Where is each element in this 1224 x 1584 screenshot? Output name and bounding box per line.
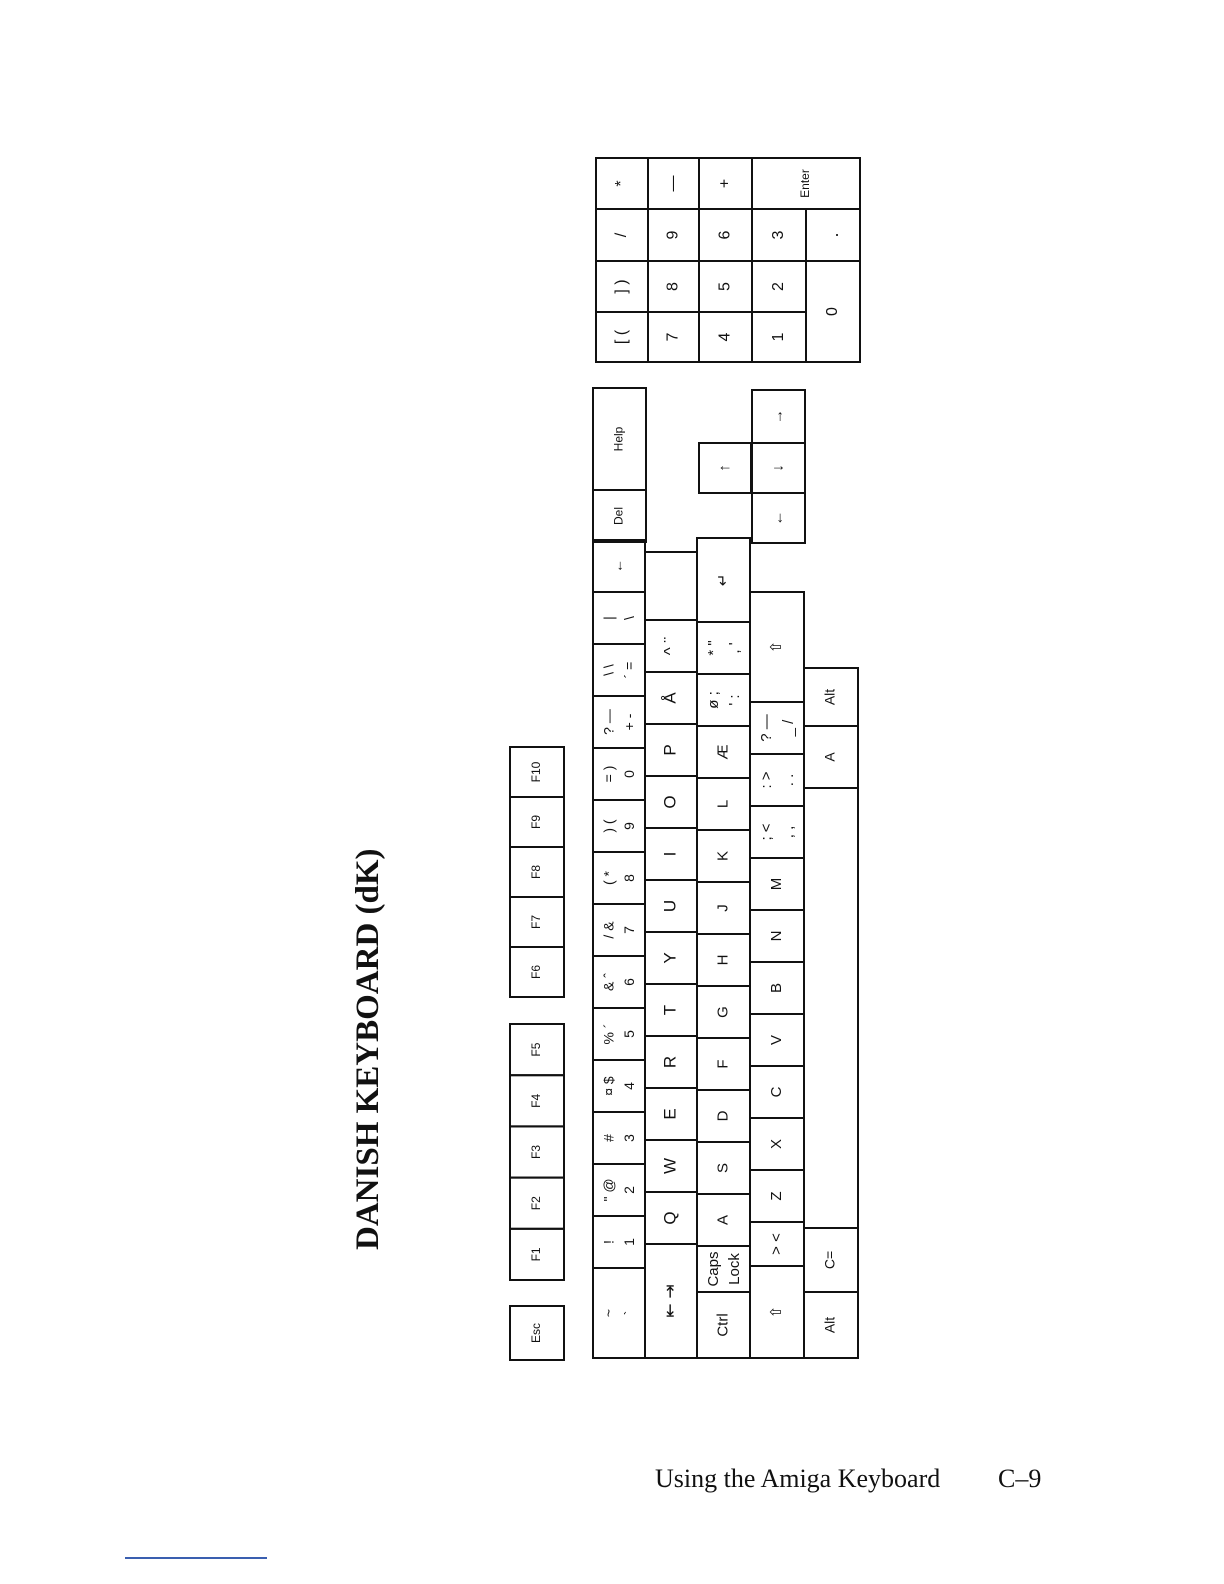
number-row-key-10-bottom-label: 0 — [621, 770, 638, 778]
bottom-row-key-10-top-label: : > — [758, 771, 776, 789]
number-row-key-14-label: ← — [609, 559, 626, 573]
number-row-key-9-top-label: ) ( — [600, 819, 617, 833]
key-left-arrow-label: ← — [769, 510, 787, 526]
numpad-4-label: 4 — [716, 332, 734, 342]
numpad-asterisk-label: * — [613, 180, 631, 187]
home-row-key-3-label: S — [714, 1162, 732, 1174]
home-row-key-13-bottom-label: , ' — [726, 642, 744, 654]
qwerty-row-key-12-label: ^ ¨ — [660, 636, 680, 656]
home-row-key-4-label: D — [714, 1110, 732, 1122]
modifier-row-key-4-label: Alt — [821, 688, 838, 706]
number-row-key-10-top-label: = ) — [600, 765, 617, 783]
numpad-1-label: 1 — [770, 332, 788, 342]
key-f10-label: F10 — [529, 761, 544, 783]
number-row-key-7-bottom-label: 7 — [621, 926, 638, 934]
number-row-key-13-top-label: | — [600, 616, 617, 620]
key-del-label: Del — [611, 506, 626, 526]
number-row-key-4-top-label: ¤ $ — [600, 1076, 617, 1096]
bottom-row-key-5-label: V — [767, 1034, 785, 1046]
number-row-key-5-top-label: % ´ — [600, 1023, 617, 1045]
key-f2-label: F2 — [529, 1196, 544, 1211]
key-f1-label: F1 — [529, 1247, 544, 1262]
qwerty-row-key-13 — [645, 552, 697, 620]
bottom-row-key-7-label: N — [767, 930, 785, 942]
number-row-key-3-top-label: # — [600, 1134, 617, 1142]
number-row-key-7-top-label: / & — [600, 921, 617, 939]
number-row-key-1-top-label: ! — [600, 1240, 617, 1244]
modifier-row-key-3-label: A — [821, 752, 838, 762]
number-row-key-11-bottom-label: + - — [621, 713, 638, 731]
bottom-row-key-8-label: M — [767, 877, 785, 891]
number-row-key-0-bottom-label: ` — [621, 1310, 638, 1316]
bottom-row-key-12-label: ⇧ — [767, 640, 785, 654]
numpad-slash-label: / — [613, 232, 631, 238]
numpad-bracket-right-label: ] ) — [613, 279, 631, 294]
numpad-2-label: 2 — [770, 282, 788, 291]
numpad-3-label: 3 — [770, 230, 788, 240]
bottom-row-key-4-label: C — [767, 1086, 785, 1098]
key-f7-label: F7 — [529, 914, 544, 930]
bottom-row-key-11-bottom-label: _ / — [779, 719, 797, 737]
number-row-key-8-top-label: ( * — [600, 871, 617, 885]
key-right-arrow-label: → — [769, 409, 787, 424]
home-row-key-14-label: ↵ — [714, 573, 732, 587]
key-esc-label: Esc — [529, 1322, 544, 1344]
home-row-key-12-bottom-label: ' : — [726, 694, 744, 706]
qwerty-row-key-5-label: T — [660, 1004, 680, 1016]
key-up-arrow-label: ↑ — [715, 464, 733, 472]
home-row-key-12-top-label: ø ; — [704, 691, 722, 709]
qwerty-row-key-2-label: W — [660, 1157, 680, 1175]
number-row-key-3-bottom-label: 3 — [621, 1134, 638, 1142]
numpad-minus-label: — — [664, 175, 682, 192]
home-row-key-1-bottom-label: Lock — [726, 1253, 744, 1285]
bottom-row-key-11-top-label: ? — — [758, 714, 776, 742]
number-row-key-5-bottom-label: 5 — [621, 1030, 638, 1038]
qwerty-row-key-0-label: ⇤ ⇥ — [660, 1284, 680, 1318]
numpad-enter-label: Enter — [798, 169, 813, 198]
numpad-bracket-left-label: [ ( — [613, 329, 631, 345]
number-row-key-11-top-label: ? — — [600, 709, 617, 735]
key-help-label: Help — [611, 426, 626, 452]
qwerty-row-key-11-label: Å — [660, 692, 680, 704]
home-row-key-7-label: H — [714, 954, 732, 966]
modifier-row-key-1-label: C= — [821, 1250, 838, 1270]
home-row-key-6-label: G — [714, 1006, 732, 1018]
numpad-0-label: 0 — [824, 307, 842, 316]
footer-chapter: Using the Amiga Keyboard — [655, 1464, 941, 1493]
key-down-arrow-label: ↓ — [769, 464, 787, 472]
qwerty-row-key-4-label: R — [660, 1055, 680, 1069]
bottom-row-key-2-label: Z — [767, 1191, 785, 1201]
bottom-row-key-6-label: B — [767, 982, 785, 994]
key-f9-label: F9 — [529, 814, 544, 830]
modifier-row-key-0-label: Alt — [821, 1316, 838, 1334]
key-f5-label: F5 — [529, 1042, 544, 1057]
key-f6-label: F6 — [529, 964, 544, 980]
home-row-key-9-label: K — [714, 850, 732, 862]
number-row-key-4-bottom-label: 4 — [621, 1082, 638, 1090]
home-row-key-10-label: L — [714, 799, 732, 809]
qwerty-row-key-1-label: Q — [660, 1211, 680, 1225]
footer-rule — [125, 1557, 267, 1559]
qwerty-row-key-3-label: E — [660, 1108, 680, 1120]
number-row-key-6-bottom-label: 6 — [621, 978, 638, 986]
key-f4-label: F4 — [529, 1093, 544, 1108]
number-row-key-0-top-label: ~ — [600, 1308, 617, 1318]
numpad-9-label: 9 — [664, 230, 682, 240]
number-row-key-6-top-label: & ˆ — [600, 973, 617, 991]
numpad-5-label: 5 — [716, 282, 734, 291]
bottom-row-key-0-label: ⇧ — [767, 1305, 785, 1319]
number-row-key-12-bottom-label: ´ = — [621, 661, 638, 679]
numpad-6-label: 6 — [716, 230, 734, 240]
number-row-key-13-bottom-label: \ — [621, 616, 638, 620]
bottom-row-key-9-top-label: ; < — [758, 823, 776, 841]
home-row-key-5-label: F — [714, 1059, 732, 1069]
numpad-7-label: 7 — [664, 332, 682, 342]
bottom-row-key-3-label: X — [767, 1138, 785, 1150]
home-row-key-11-label: Æ — [714, 744, 732, 760]
qwerty-row-key-6-label: Y — [660, 952, 680, 964]
qwerty-row-key-7-label: U — [660, 899, 680, 913]
numpad-plus-label: + — [716, 178, 734, 189]
number-row-key-9-bottom-label: 9 — [621, 822, 638, 830]
qwerty-row-key-9-label: O — [660, 795, 680, 809]
page-title: DANISH KEYBOARD (dK) — [350, 848, 386, 1250]
home-row-key-8-label: J — [714, 904, 732, 912]
home-row-key-2-label: A — [714, 1214, 732, 1226]
number-row-key-2-bottom-label: 2 — [621, 1186, 638, 1194]
bottom-row-key-1-label: > < — [767, 1233, 785, 1255]
number-row-key-12-top-label: \ \ — [600, 664, 617, 676]
home-row-key-0-label: Ctrl — [714, 1313, 732, 1337]
number-row-key-2-top-label: " @ — [600, 1178, 617, 1202]
number-row-key-1-bottom-label: 1 — [621, 1238, 638, 1246]
numpad-period-label: . — [821, 232, 842, 238]
qwerty-row-key-10-label: P — [660, 744, 680, 756]
key-f3-label: F3 — [529, 1144, 544, 1160]
key-f8-label: F8 — [529, 864, 544, 880]
home-row-key-13-top-label: * " — [704, 640, 722, 656]
bottom-row-key-10-bottom-label: . . — [779, 773, 797, 787]
modifier-row-key-2 — [804, 788, 858, 1228]
home-row-key-1-top-label: Caps — [704, 1251, 722, 1287]
footer-page-number: C–9 — [998, 1464, 1042, 1493]
qwerty-row-key-8-label: I — [660, 851, 680, 857]
number-row-key-8-bottom-label: 8 — [621, 874, 638, 882]
bottom-row-key-9-bottom-label: , , — [779, 825, 797, 839]
numpad-8-label: 8 — [664, 282, 682, 291]
